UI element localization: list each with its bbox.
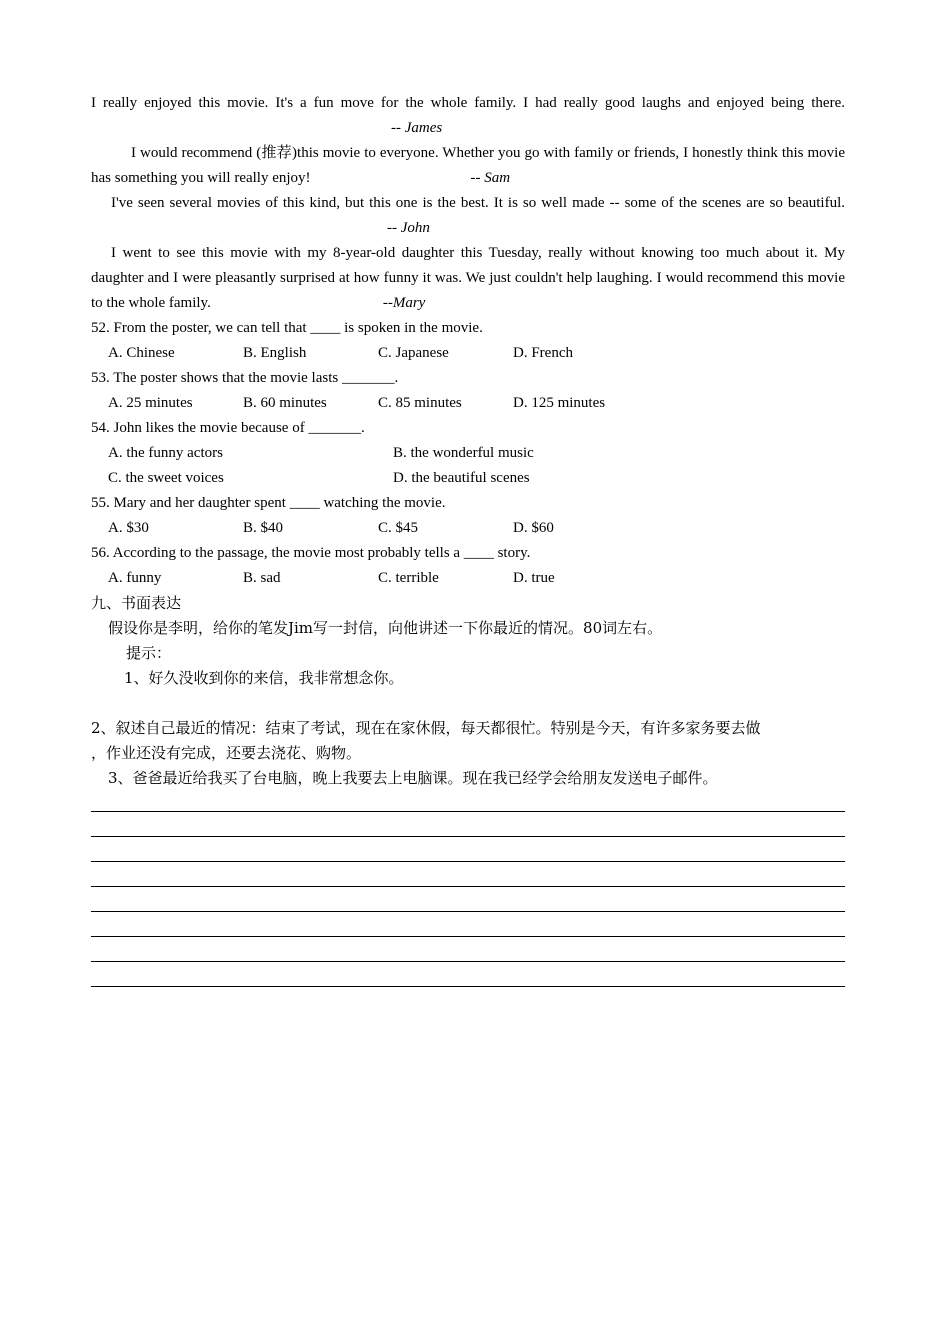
review-author: -- Sam — [470, 170, 511, 186]
question-stem: 54. John likes the movie because of _______. — [91, 420, 365, 436]
option-b: B. $40 — [243, 520, 284, 536]
option-d: D. 125 minutes — [513, 395, 606, 411]
review-text: I would recommend (推荐)this movie to everyone. Whether you go with family or friends, I honestly think this movie has something you will really enjoy! — [91, 145, 845, 186]
review-james — [91, 91, 845, 141]
options — [91, 391, 845, 416]
writing-prompt: 假设你是李明，给你的笔发Jim写一封信，向他讲述一下你最近的情况。80词左右。 — [108, 619, 663, 637]
review-author: -- John — [387, 220, 430, 236]
answer-line[interactable] — [91, 986, 845, 987]
question-56 — [91, 541, 845, 591]
option-a: A. the funny actors — [108, 445, 223, 461]
question-stem: 53. The poster shows that the movie lasts _______. — [91, 370, 399, 386]
review-author: -- James — [391, 120, 443, 136]
options — [91, 566, 845, 591]
option-d: D. French — [513, 345, 573, 361]
answer-line[interactable] — [91, 936, 845, 937]
review-text: I really enjoyed this movie. It's a fun move for the whole family. I had really good laughs and enjoyed being there. — [91, 95, 845, 111]
option-b: B. English — [243, 345, 307, 361]
answer-line[interactable] — [91, 961, 845, 962]
hint-2-line-1: 2、叙述自己最近的情况：结束了考试，现在在家休假，每天都很忙。特别是今天，有许多家务要去做 — [91, 719, 761, 737]
review-sam — [91, 141, 845, 191]
writing-section — [91, 591, 845, 791]
question-53 — [91, 366, 845, 416]
options — [91, 441, 845, 491]
answer-line[interactable] — [91, 811, 845, 812]
hint-label: 提示： — [126, 644, 172, 662]
option-d: D. the beautiful scenes — [393, 470, 530, 486]
option-b: B. the wonderful music — [393, 445, 534, 461]
hint-2-line-2: ，作业还没有完成，还要去浇花、购物。 — [91, 744, 362, 762]
question-stem: 56. According to the passage, the movie most probably tells a ____ story. — [91, 545, 531, 561]
option-b: B. 60 minutes — [243, 395, 327, 411]
question-52 — [91, 316, 845, 366]
options — [91, 341, 845, 366]
section-heading: 九、书面表达 — [91, 594, 182, 612]
review-john — [91, 191, 845, 241]
option-a: A. Chinese — [108, 345, 175, 361]
review-author: --Mary — [382, 295, 426, 311]
answer-line[interactable] — [91, 836, 845, 837]
review-text: I went to see this movie with my 8-year-old daughter this Tuesday, really without knowing too much about it. My daughter and I were pleasantly surprised at how funny it was. We just couldn't help laughing. I would recommend this movie to the whole family. — [91, 245, 845, 311]
option-a: A. funny — [108, 570, 162, 586]
option-c: C. $45 — [378, 520, 419, 536]
question-stem: 55. Mary and her daughter spent ____ watching the movie. — [91, 495, 446, 511]
answer-line[interactable] — [91, 886, 845, 887]
option-c: C. the sweet voices — [108, 470, 224, 486]
option-c: C. 85 minutes — [378, 395, 462, 411]
answer-line[interactable] — [91, 911, 845, 912]
review-mary — [91, 241, 845, 316]
option-a: A. 25 minutes — [108, 395, 193, 411]
option-a: A. $30 — [108, 520, 149, 536]
question-55 — [91, 491, 845, 541]
options — [91, 516, 845, 541]
option-d: D. $60 — [513, 520, 554, 536]
option-c: C. Japanese — [378, 345, 449, 361]
question-stem: 52. From the poster, we can tell that ____ is spoken in the movie. — [91, 320, 483, 336]
worksheet-content — [91, 91, 845, 1011]
hint-1: 1、好久没收到你的来信，我非常想念你。 — [124, 669, 404, 687]
hint-3: 3、爸爸最近给我买了台电脑，晚上我要去上电脑课。现在我已经学会给朋友发送电子邮件。 — [108, 769, 718, 787]
answer-line[interactable] — [91, 861, 845, 862]
question-54 — [91, 416, 845, 491]
option-b: B. sad — [243, 570, 281, 586]
option-c: C. terrible — [378, 570, 439, 586]
blank-gap — [91, 691, 845, 716]
answer-lines — [91, 795, 845, 987]
option-d: D. true — [513, 570, 555, 586]
review-text: I've seen several movies of this kind, but this one is the best. It is so well made -- some of the scenes are so beautiful. — [111, 195, 845, 211]
